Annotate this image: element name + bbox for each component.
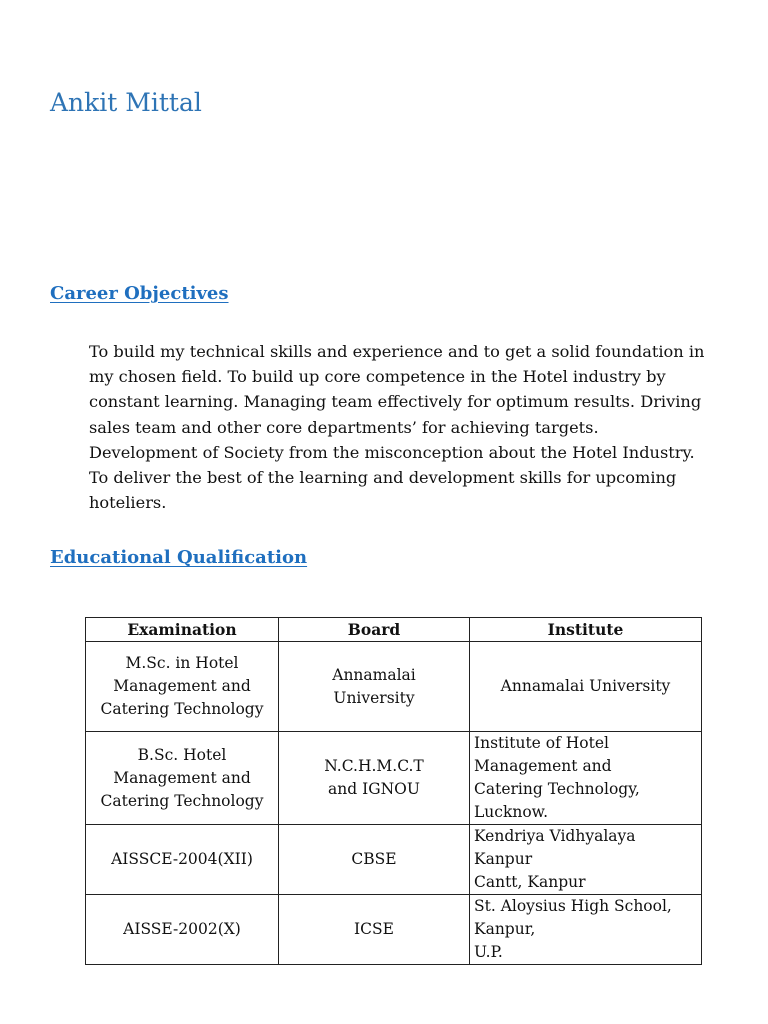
table-row [86,732,702,825]
career-objectives-heading: Career Objectives [50,283,229,304]
career-objectives-text [89,339,709,515]
cell-line: Institute of Hotel [474,734,609,752]
educational-qualification-heading: Educational Qualification [50,547,308,568]
cell-line: St. Aloysius High School, [474,897,672,915]
cell-line: University [333,688,415,707]
board-cell [279,895,470,965]
board-cell [279,825,470,895]
cell-line: AISSCE-2004(XII) [111,850,253,868]
board-cell [279,642,470,732]
column-header-board: Board [279,618,470,642]
cell-line: AISSE-2002(X) [123,920,241,938]
cell-line: N.C.H.M.C.T [324,757,424,775]
cell-line: Cantt, Kanpur [474,873,586,891]
board-cell [279,732,470,825]
table-row [86,642,702,732]
cell-line: ICSE [354,920,394,938]
institute-cell [470,732,702,825]
cell-line: Catering Technology [100,791,264,810]
cell-line: Management and [113,677,251,695]
objective-paragraph: Development of Society from the misconception about the Hotel Industry. To deliver the best of the learning and development skills for upcoming hoteliers. [89,442,695,513]
column-header-institute: Institute [470,618,702,642]
institute-cell [470,825,702,895]
examination-cell [86,642,279,732]
cell-line: Catering Technology [100,700,264,718]
cell-line: Annamalai [332,665,416,684]
table-row [86,825,702,895]
cell-line: Management and [474,757,612,775]
cell-line: U.P. [474,943,503,961]
cell-line: and IGNOU [328,780,420,798]
cell-line: B.Sc. Hotel [137,745,227,764]
cell-line: CBSE [351,850,397,868]
cell-line: Management and [113,768,251,787]
cell-line: M.Sc. in Hotel [125,654,239,672]
table-header-row [86,618,702,642]
cell-line: Lucknow. [474,803,549,821]
table-row [86,895,702,965]
institute-cell [470,895,702,965]
examination-cell [86,895,279,965]
examination-cell [86,732,279,825]
education-table [85,617,702,965]
cell-line: Kendriya Vidhyalaya [474,827,636,845]
examination-cell [86,825,279,895]
cell-line: Annamalai University [500,677,671,695]
institute-cell [470,642,702,732]
objective-paragraph: To build my technical skills and experience and to get a solid foundation in my chosen field. To build up core competence in the Hotel industry by constant learning. Managing team effectively for optimum results. Driving sales team and other core departments’ for achieving targets. [89,342,705,437]
cell-line: Catering Technology, [474,780,640,798]
cell-line: Kanpur, [474,920,536,938]
column-header-examination: Examination [86,618,279,642]
candidate-name: Ankit Mittal [50,88,202,117]
cell-line: Kanpur [474,850,533,868]
